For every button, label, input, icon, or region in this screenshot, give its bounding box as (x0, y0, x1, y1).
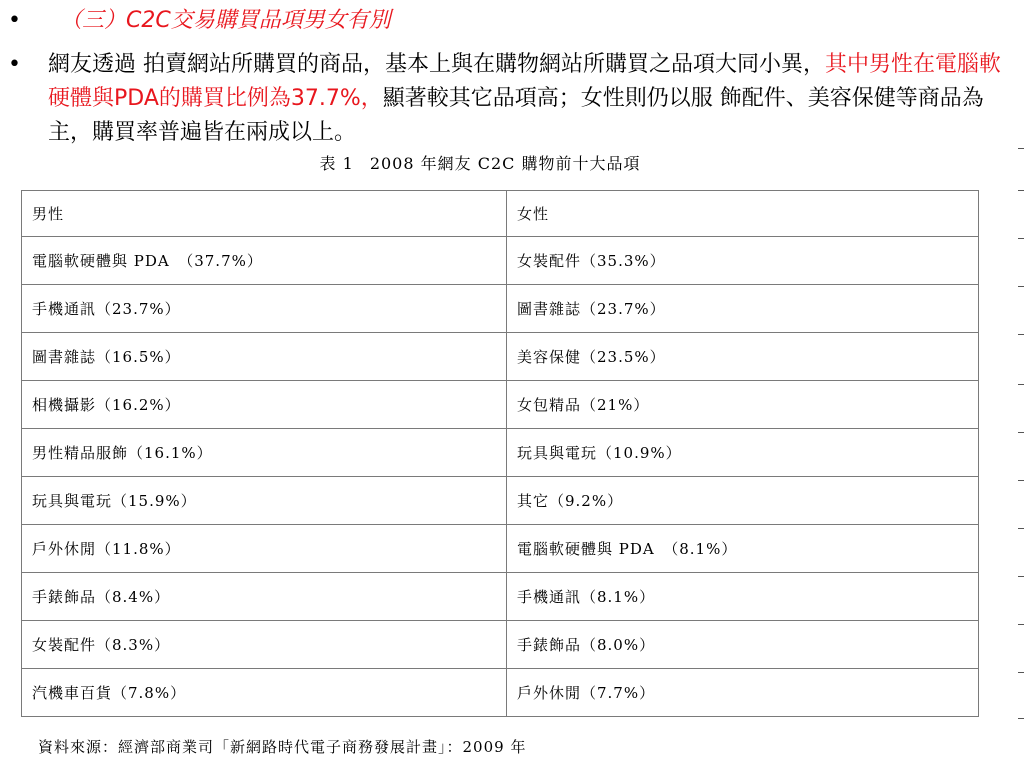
edge-tick (1018, 190, 1024, 191)
table-body (22, 237, 979, 717)
edge-tick (1018, 480, 1024, 481)
table-row (22, 573, 979, 621)
cell-male-item: 手錶飾品（8.4%） (22, 573, 507, 621)
table-row (22, 285, 979, 333)
edge-tick (1018, 238, 1024, 239)
table-row (22, 477, 979, 525)
cell-female-item: 電腦軟硬體與 PDA （8.1%） (507, 525, 979, 573)
table-row (22, 381, 979, 429)
edge-tick (1018, 576, 1024, 577)
edge-tick (1018, 286, 1024, 287)
edge-tick (1018, 334, 1024, 335)
bullet-marker: • (8, 52, 21, 77)
table-caption-label: 表 1 (319, 154, 354, 173)
table-header-row (22, 191, 979, 237)
body-text-part1: 網友透過 拍賣網站所購買的商品，基本上與在購物網站所購買之品項大同小異， (48, 52, 825, 77)
edge-tick (1018, 528, 1024, 529)
cell-male-item: 手機通訊（23.7%） (22, 285, 507, 333)
cell-male-item: 電腦軟硬體與 PDA （37.7%） (22, 237, 507, 285)
cell-female-item: 手錶飾品（8.0%） (507, 621, 979, 669)
cell-male-item: 圖書雜誌（16.5%） (22, 333, 507, 381)
header-female: 女性 (507, 191, 979, 237)
cell-male-item: 戶外休閒（11.8%） (22, 525, 507, 573)
cell-male-item: 玩具與電玩（15.9%） (22, 477, 507, 525)
header-male: 男性 (22, 191, 507, 237)
table-caption-title: 2008 年網友 C2C 購物前十大品項 (369, 154, 641, 173)
table-row (22, 621, 979, 669)
table-row (22, 237, 979, 285)
body-text-part2: 顯著較其它品項高；女性則仍以服 飾配件、美容保健等商品為主，購買率普遍皆在兩成以上。 (48, 86, 984, 145)
table-row (22, 429, 979, 477)
edge-tick (1018, 384, 1024, 385)
edge-tick (1018, 148, 1024, 149)
edge-tick (1018, 672, 1024, 673)
cell-male-item: 汽機車百貨（7.8%） (22, 669, 507, 717)
cell-male-item: 相機攝影（16.2%） (22, 381, 507, 429)
cell-male-item: 男性精品服飾（16.1%） (22, 429, 507, 477)
slide-edge-ticks (1016, 140, 1024, 720)
top-items-table (21, 190, 979, 717)
bullet-marker: • (8, 8, 21, 33)
edge-tick (1018, 432, 1024, 433)
cell-male-item: 女裝配件（8.3%） (22, 621, 507, 669)
cell-female-item: 圖書雜誌（23.7%） (507, 285, 979, 333)
cell-female-item: 手機通訊（8.1%） (507, 573, 979, 621)
section-heading: （三）C2C交易購買品項男女有別 (60, 8, 391, 33)
table-row (22, 525, 979, 573)
edge-tick (1018, 718, 1024, 719)
cell-female-item: 玩具與電玩（10.9%） (507, 429, 979, 477)
body-text-highlight: 其中男性在電腦軟硬體與PDA的購買比例為37.7%， (48, 52, 1002, 111)
body-paragraph (48, 48, 1014, 150)
cell-female-item: 女裝配件（35.3%） (507, 237, 979, 285)
table-row (22, 669, 979, 717)
edge-tick (1018, 624, 1024, 625)
table-row (22, 333, 979, 381)
cell-female-item: 美容保健（23.5%） (507, 333, 979, 381)
source-note: 資料來源：經濟部商業司「新網路時代電子商務發展計畫」：2009 年 (38, 738, 527, 756)
cell-female-item: 戶外休閒（7.7%） (507, 669, 979, 717)
cell-female-item: 其它（9.2%） (507, 477, 979, 525)
table-caption (0, 152, 960, 176)
cell-female-item: 女包精品（21%） (507, 381, 979, 429)
